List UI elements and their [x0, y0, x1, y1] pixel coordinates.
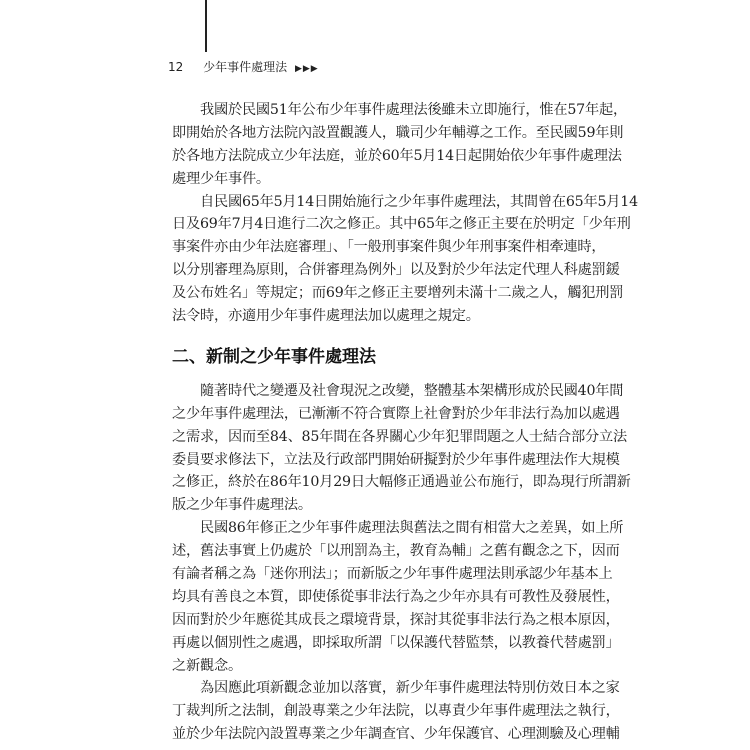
- text-line: 日及69年7月4日進行二次之修正。其中65年之修正主要在於明定「少年刑: [172, 216, 631, 233]
- page-body: [172, 99, 638, 746]
- text-line: 因而對於少年應從其成長之環境背景，探討其從事非法行為之根本原因，: [172, 611, 620, 628]
- text-line: 以分別審理為原則，合併審理為例外」以及對於少年法定代理人科處罰鍰: [172, 262, 620, 279]
- text-line: 事案件亦由少年法庭審理」、「一般刑事案件與少年刑事案件相牽連時，: [172, 239, 606, 256]
- triple-arrow-icon: ▶▶▶: [294, 64, 319, 74]
- text-line: 述，舊法事實上仍處於「以刑罰為主，教育為輔」之舊有觀念之下，因而: [172, 543, 620, 560]
- text-line: 均具有善良之本質，即使係從事非法行為之少年亦具有可教性及發展性，: [172, 588, 620, 605]
- text-line: 之需求，因而至84、85年間在各界關心少年犯罪問題之人士結合部分立法: [172, 428, 627, 445]
- text-line: 有論者稱之為「迷你刑法」；而新版之少年事件處理法則承認少年基本上: [172, 566, 613, 583]
- text-line: 為因應此項新觀念並加以落實，新少年事件處理法特別仿效日本之家: [172, 680, 620, 697]
- running-title: 少年事件處理法: [203, 60, 288, 74]
- text-line: 民國86年修正之少年事件處理法與舊法之間有相當大之差異，如上所: [172, 520, 624, 537]
- running-header: [168, 58, 319, 75]
- text-line: 於各地方法院成立少年法庭，並於60年5月14日起開始依少年事件處理法: [172, 147, 622, 164]
- text-line: 我國於民國51年公布少年事件處理法後雖未立即施行，惟在57年起，: [172, 102, 627, 118]
- vertical-rule: [205, 0, 207, 52]
- text-line: 隨著時代之變遷及社會現況之改變，整體基本架構形成於民國40年間: [172, 382, 624, 399]
- page-number: 12: [168, 60, 184, 74]
- text-line: 版之少年事件處理法。: [172, 497, 312, 514]
- text-line: 之新觀念。: [172, 657, 242, 674]
- text-line: 委員要求修法下，立法及行政部門開始研擬對於少年事件處理法作大規模: [172, 451, 620, 468]
- section-heading: 二、新制之少年事件處理法: [172, 346, 376, 367]
- text-line: 之修正，終於在86年10月29日大幅修正通過並公布施行，即為現行所謂新: [172, 474, 631, 491]
- text-line: 丁裁判所之法制，創設專業之少年法院，以專責少年事件處理法之執行，: [172, 703, 620, 720]
- text-line: 再處以個別性之處遇，即採取所謂「以保護代替監禁，以教養代替處罰」: [172, 634, 620, 651]
- text-line: 處理少年事件。: [172, 170, 270, 187]
- text-line: 並於少年法院內設置專業之少年調查官、少年保護官、心理測驗及心理輔: [172, 726, 620, 743]
- text-line: 之少年事件處理法，已漸漸不符合實際上社會對於少年非法行為加以處遇: [172, 405, 620, 422]
- text-line: 自民國65年5月14日開始施行之少年事件處理法，其間曾在65年5月14: [172, 193, 638, 210]
- text-line: 法令時，亦適用少年事件處理法加以處理之規定。: [172, 308, 480, 325]
- text-line: 及公布姓名」等規定；而69年之修正主要增列未滿十二歲之人，觸犯刑罰: [172, 285, 624, 302]
- text-line: 即開始於各地方法院內設置觀護人，職司少年輔導之工作。至民國59年則: [172, 124, 624, 141]
